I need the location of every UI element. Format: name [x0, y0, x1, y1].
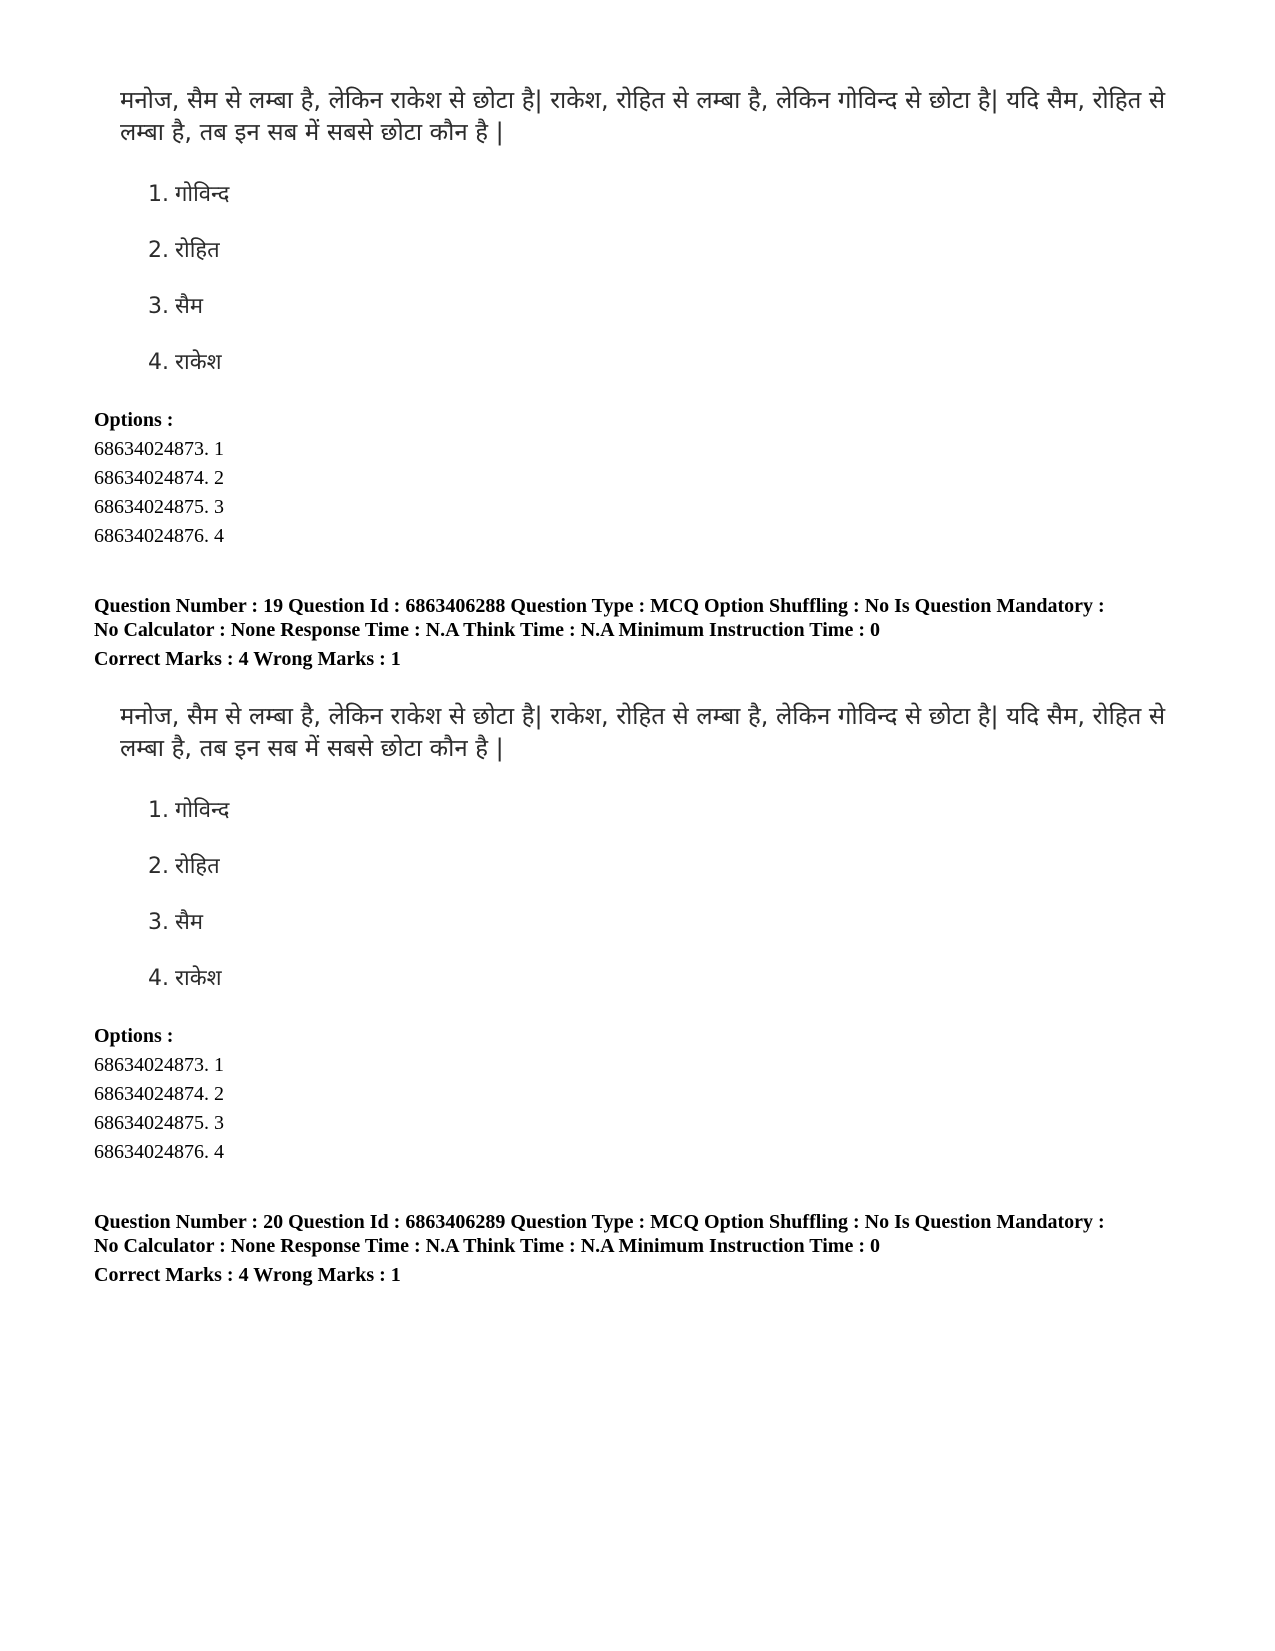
question-text: मनोज, सैम से लम्बा है, लेकिन राकेश से छोटा है| राकेश, रोहित से लम्बा है, लेकिन गोविन्द से छोटा है| यदि सैम, रोहित से लम्बा है, तब इन सब में सबसे छोटा कौन है | [120, 702, 1166, 762]
choice-number: 1. [148, 798, 169, 823]
choice-label: सैम [175, 294, 204, 319]
option-item: 68634024873. 1 [94, 438, 224, 460]
option-item: 68634024874. 2 [94, 1083, 224, 1105]
choice-4 [148, 964, 222, 994]
option-item: 68634024875. 3 [94, 496, 224, 518]
meta-line-1: Question Number : 20 Question Id : 6863406289 Question Type : MCQ Option Shuffling : No Is Question Mandatory : [94, 1211, 1105, 1233]
choice-label: गोविन्द [175, 798, 230, 823]
choice-label: गोविन्द [175, 182, 230, 207]
question-image-1 [120, 84, 1180, 384]
meta-line-2: No Calculator : None Response Time : N.A Think Time : N.A Minimum Instruction Time : 0 [94, 619, 880, 641]
choice-3 [148, 908, 203, 938]
choice-label: राकेश [175, 350, 222, 375]
question-image-19 [120, 700, 1180, 1000]
choice-4 [148, 348, 222, 378]
choice-label: राकेश [175, 966, 222, 991]
option-item: 68634024875. 3 [94, 1112, 224, 1134]
option-item: 68634024873. 1 [94, 1054, 224, 1076]
choice-2 [148, 236, 220, 266]
choice-3 [148, 292, 203, 322]
meta-line-1: Question Number : 19 Question Id : 6863406288 Question Type : MCQ Option Shuffling : No Is Question Mandatory : [94, 595, 1105, 617]
choice-1 [148, 796, 230, 826]
choice-number: 1. [148, 182, 169, 207]
question-19-meta [94, 594, 1194, 671]
choice-1 [148, 180, 230, 210]
question-20-meta [94, 1210, 1194, 1287]
choice-number: 3. [148, 294, 169, 319]
choice-label: रोहित [175, 238, 220, 263]
choice-number: 4. [148, 966, 169, 991]
option-item: 68634024874. 2 [94, 467, 224, 489]
meta-line-2: No Calculator : None Response Time : N.A Think Time : N.A Minimum Instruction Time : 0 [94, 1235, 880, 1257]
options-list-19 [94, 1022, 224, 1167]
options-heading: Options : [94, 1025, 174, 1047]
marks-line: Correct Marks : 4 Wrong Marks : 1 [94, 1264, 401, 1286]
option-item: 68634024876. 4 [94, 1141, 224, 1163]
choice-number: 4. [148, 350, 169, 375]
choice-2 [148, 852, 220, 882]
options-heading: Options : [94, 409, 174, 431]
choice-number: 2. [148, 854, 169, 879]
marks-line: Correct Marks : 4 Wrong Marks : 1 [94, 648, 401, 670]
choice-number: 2. [148, 238, 169, 263]
choice-number: 3. [148, 910, 169, 935]
choice-label: सैम [175, 910, 204, 935]
option-item: 68634024876. 4 [94, 525, 224, 547]
question-text: मनोज, सैम से लम्बा है, लेकिन राकेश से छोटा है| राकेश, रोहित से लम्बा है, लेकिन गोविन्द से छोटा है| यदि सैम, रोहित से लम्बा है, तब इन सब में सबसे छोटा कौन है | [120, 86, 1166, 146]
options-list-1 [94, 406, 224, 551]
choice-label: रोहित [175, 854, 220, 879]
